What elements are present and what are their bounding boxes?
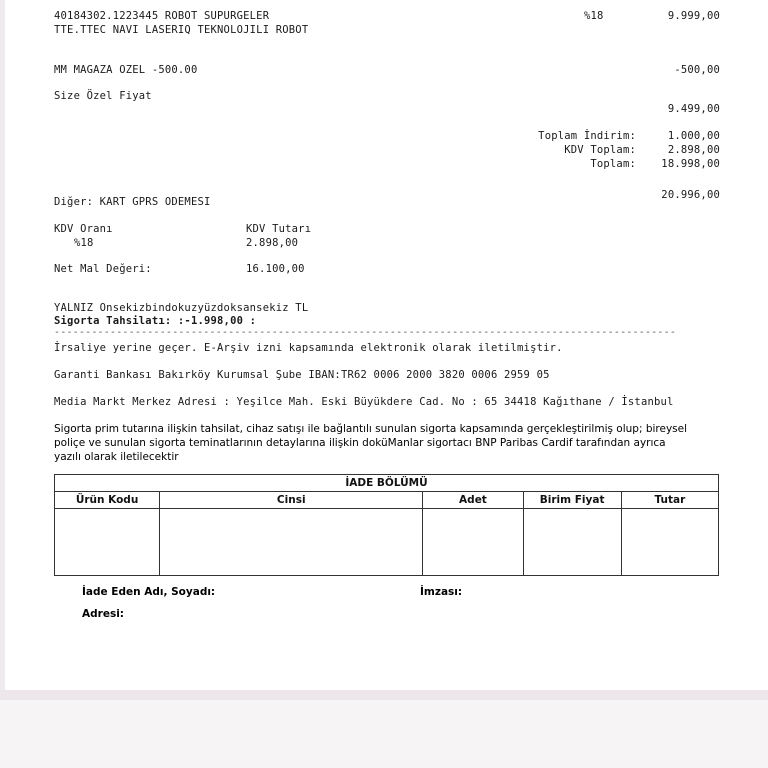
return-name-label: İade Eden Adı, Soyadı: bbox=[82, 586, 216, 598]
return-col-amount: Tutar bbox=[621, 492, 718, 509]
line-item-vat-rate: %18 bbox=[584, 10, 604, 22]
vat-rate-header: KDV Oranı bbox=[54, 223, 113, 235]
return-cell-quantity[interactable] bbox=[423, 509, 523, 576]
return-col-type: Cinsi bbox=[160, 492, 423, 509]
return-section-table bbox=[54, 474, 719, 576]
page-background-area bbox=[0, 700, 768, 768]
return-col-quantity: Adet bbox=[423, 492, 523, 509]
other-payment-amount: 20.996,00 bbox=[661, 189, 720, 201]
total-discount-label: Toplam İndirim: bbox=[538, 130, 636, 142]
separator-line: ---------------------------------------------------------------------------------------------------- bbox=[54, 327, 677, 338]
vat-amount-value: 2.898,00 bbox=[246, 237, 299, 249]
line-item-amount: 9.999,00 bbox=[667, 10, 720, 22]
return-cell-amount[interactable] bbox=[621, 509, 718, 576]
total-discount-value: 1.000,00 bbox=[667, 130, 720, 142]
page-left-edge bbox=[0, 0, 5, 768]
return-col-product-code: Ürün Kodu bbox=[55, 492, 160, 509]
net-goods-value: 16.100,00 bbox=[246, 263, 305, 275]
vat-rate-value: %18 bbox=[74, 237, 94, 249]
return-title: İADE BÖLÜMÜ bbox=[55, 475, 719, 492]
grand-total-label: Toplam: bbox=[590, 158, 636, 170]
return-cell-type[interactable] bbox=[160, 509, 423, 576]
net-goods-label: Net Mal Değeri: bbox=[54, 263, 152, 275]
amount-in-words: YALNIZ Onsekizbindokuzyüzdoksansekiz TL bbox=[54, 302, 309, 314]
note-iban: Garanti Bankası Bakırköy Kurumsal Şube IBAN:TR62 0006 2000 3820 0006 2959 05 bbox=[54, 369, 550, 381]
return-col-unit-price: Birim Fiyat bbox=[523, 492, 621, 509]
other-payment-label: Diğer: KART GPRS ODEMESI bbox=[54, 196, 211, 208]
special-price-label: Size Özel Fiyat bbox=[54, 90, 152, 102]
grand-total-value: 18.998,00 bbox=[661, 158, 720, 170]
return-header-row bbox=[55, 492, 719, 509]
note-address: Media Markt Merkez Adresi : Yeşilce Mah. Eski Büyükdere Cad. No : 65 34418 Kağıthane / İstanbul bbox=[54, 396, 674, 408]
insurance-paragraph: Sigorta prim tutarına ilişkin tahsilat, cihaz satışı ile bağlantılı sunulan sigorta kapsamında gerçekleştirilmiş olup; bireysel poliçe ve sunulan sigorta teminatlarının detaylarına ilişkin doküManlar sigortacı BNP Paribas Cardif tarafından ayrıca yazılı olarak iletilecektir bbox=[54, 423, 688, 463]
insurance-collection: Sigorta Tahsilatı: :-1.998,00 : bbox=[54, 315, 257, 327]
promotion-label: MM MAGAZA OZEL -500.00 bbox=[54, 64, 198, 76]
vat-total-label: KDV Toplam: bbox=[564, 144, 636, 156]
return-cell-product-code[interactable] bbox=[55, 509, 160, 576]
table-row bbox=[55, 509, 719, 576]
return-address-label: Adresi: bbox=[82, 608, 124, 620]
note-dispatch: İrsaliye yerine geçer. E-Arşiv izni kapsamında elektronik olarak iletilmiştir. bbox=[54, 342, 563, 354]
page-bottom-band bbox=[0, 690, 768, 700]
return-cell-unit-price[interactable] bbox=[523, 509, 621, 576]
promotion-amount: -500,00 bbox=[674, 64, 720, 76]
vat-total-value: 2.898,00 bbox=[667, 144, 720, 156]
special-price-amount: 9.499,00 bbox=[667, 103, 720, 115]
line-item-code: 40184302.1223445 ROBOT SUPURGELER bbox=[54, 10, 270, 22]
return-signature-label: İmzası: bbox=[420, 586, 463, 598]
return-title-row bbox=[55, 475, 719, 492]
line-item-description: TTE.TTEC NAVI LASERIQ TEKNOLOJILI ROBOT bbox=[54, 24, 309, 36]
vat-amount-header: KDV Tutarı bbox=[246, 223, 312, 235]
